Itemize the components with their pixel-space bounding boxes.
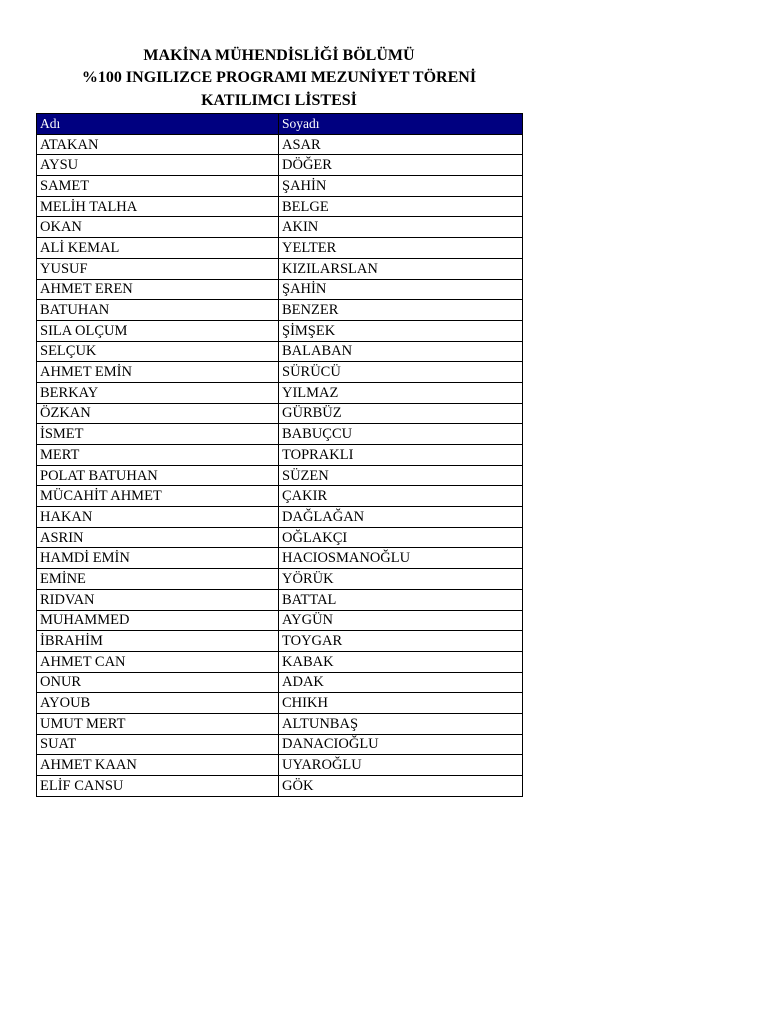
table-row — [37, 507, 523, 528]
first-name-cell: SAMET — [37, 176, 279, 197]
last-name-cell: BENZER — [279, 300, 523, 321]
last-name-cell: ŞAHİN — [279, 279, 523, 300]
first-name-cell: HAMDİ EMİN — [37, 548, 279, 569]
table-row — [37, 155, 523, 176]
last-name-cell: ALTUNBAŞ — [279, 713, 523, 734]
first-name-cell: AHMET CAN — [37, 651, 279, 672]
table-row — [37, 134, 523, 155]
table-row — [37, 341, 523, 362]
title-list-name: KATILIMCI LİSTESİ — [201, 91, 357, 109]
first-name-cell: AHMET EREN — [37, 279, 279, 300]
last-name-cell: ADAK — [279, 672, 523, 693]
first-name-cell: AHMET EMİN — [37, 362, 279, 383]
first-name-cell: MÜCAHİT AHMET — [37, 486, 279, 507]
table-row — [37, 631, 523, 652]
first-name-cell: ALİ KEMAL — [37, 238, 279, 259]
table-row — [37, 569, 523, 590]
table-row — [37, 382, 523, 403]
title-department: MAKİNA MÜHENDİSLİĞİ BÖLÜMÜ — [143, 47, 415, 64]
last-name-cell: GÜRBÜZ — [279, 403, 523, 424]
participant-table — [36, 113, 523, 797]
last-name-cell: ÇAKIR — [279, 486, 523, 507]
table-row — [37, 424, 523, 445]
first-name-cell: HAKAN — [37, 507, 279, 528]
last-name-cell: ŞİMŞEK — [279, 320, 523, 341]
last-name-cell: TOYGAR — [279, 631, 523, 652]
last-name-cell: YELTER — [279, 238, 523, 259]
first-name-cell: SILA OLÇUM — [37, 320, 279, 341]
participant-rows — [37, 134, 523, 796]
table-row — [37, 672, 523, 693]
table-row — [37, 610, 523, 631]
first-name-cell: ATAKAN — [37, 134, 279, 155]
first-name-cell: EMİNE — [37, 569, 279, 590]
table-row — [37, 238, 523, 259]
last-name-cell: BALABAN — [279, 341, 523, 362]
table-row — [37, 776, 523, 797]
table-row — [37, 196, 523, 217]
table-row — [37, 486, 523, 507]
title-program: %100 INGILIZCE PROGRAMI MEZUNİYET TÖRENİ — [81, 69, 477, 87]
last-name-cell: KABAK — [279, 651, 523, 672]
first-name-cell: YUSUF — [37, 258, 279, 279]
first-name-cell: İSMET — [37, 424, 279, 445]
last-name-cell: DÖĞER — [279, 155, 523, 176]
first-name-cell: AHMET KAAN — [37, 755, 279, 776]
last-name-cell: AYGÜN — [279, 610, 523, 631]
table-row — [37, 217, 523, 238]
first-name-cell: ONUR — [37, 672, 279, 693]
last-name-cell: SÜRÜCÜ — [279, 362, 523, 383]
table-row — [37, 176, 523, 197]
last-name-cell: AKIN — [279, 217, 523, 238]
first-name-cell: MUHAMMED — [37, 610, 279, 631]
document-title — [36, 45, 522, 112]
first-name-cell: SUAT — [37, 734, 279, 755]
last-name-cell: GÖK — [279, 776, 523, 797]
last-name-cell: TOPRAKLI — [279, 445, 523, 466]
table-row — [37, 258, 523, 279]
first-name-cell: AYSU — [37, 155, 279, 176]
table-row — [37, 713, 523, 734]
last-name-cell: SÜZEN — [279, 465, 523, 486]
first-name-cell: RIDVAN — [37, 589, 279, 610]
header-last-name: Soyadı — [279, 114, 523, 135]
header-first-name: Adı — [37, 114, 279, 135]
first-name-cell: MERT — [37, 445, 279, 466]
table-row — [37, 589, 523, 610]
table-row — [37, 527, 523, 548]
first-name-cell: OKAN — [37, 217, 279, 238]
table-row — [37, 362, 523, 383]
last-name-cell: UYAROĞLU — [279, 755, 523, 776]
table-header-row — [37, 114, 523, 135]
table-row — [37, 755, 523, 776]
table-row — [37, 279, 523, 300]
last-name-cell: KIZILARSLAN — [279, 258, 523, 279]
first-name-cell: İBRAHİM — [37, 631, 279, 652]
last-name-cell: HACIOSMANOĞLU — [279, 548, 523, 569]
table-row — [37, 651, 523, 672]
table-row — [37, 300, 523, 321]
table-row — [37, 403, 523, 424]
last-name-cell: BABUÇCU — [279, 424, 523, 445]
first-name-cell: BATUHAN — [37, 300, 279, 321]
last-name-cell: OĞLAKÇI — [279, 527, 523, 548]
first-name-cell: MELİH TALHA — [37, 196, 279, 217]
table-row — [37, 445, 523, 466]
last-name-cell: BELGE — [279, 196, 523, 217]
first-name-cell: AYOUB — [37, 693, 279, 714]
last-name-cell: YILMAZ — [279, 382, 523, 403]
first-name-cell: ÖZKAN — [37, 403, 279, 424]
first-name-cell: BERKAY — [37, 382, 279, 403]
last-name-cell: ASAR — [279, 134, 523, 155]
table-row — [37, 320, 523, 341]
table-row — [37, 693, 523, 714]
last-name-cell: DANACIOĞLU — [279, 734, 523, 755]
last-name-cell: DAĞLAĞAN — [279, 507, 523, 528]
first-name-cell: ELİF CANSU — [37, 776, 279, 797]
first-name-cell: ASRIN — [37, 527, 279, 548]
first-name-cell: UMUT MERT — [37, 713, 279, 734]
last-name-cell: ŞAHİN — [279, 176, 523, 197]
first-name-cell: SELÇUK — [37, 341, 279, 362]
first-name-cell: POLAT BATUHAN — [37, 465, 279, 486]
last-name-cell: BATTAL — [279, 589, 523, 610]
last-name-cell: YÖRÜK — [279, 569, 523, 590]
table-row — [37, 548, 523, 569]
table-row — [37, 734, 523, 755]
last-name-cell: CHIKH — [279, 693, 523, 714]
table-row — [37, 465, 523, 486]
